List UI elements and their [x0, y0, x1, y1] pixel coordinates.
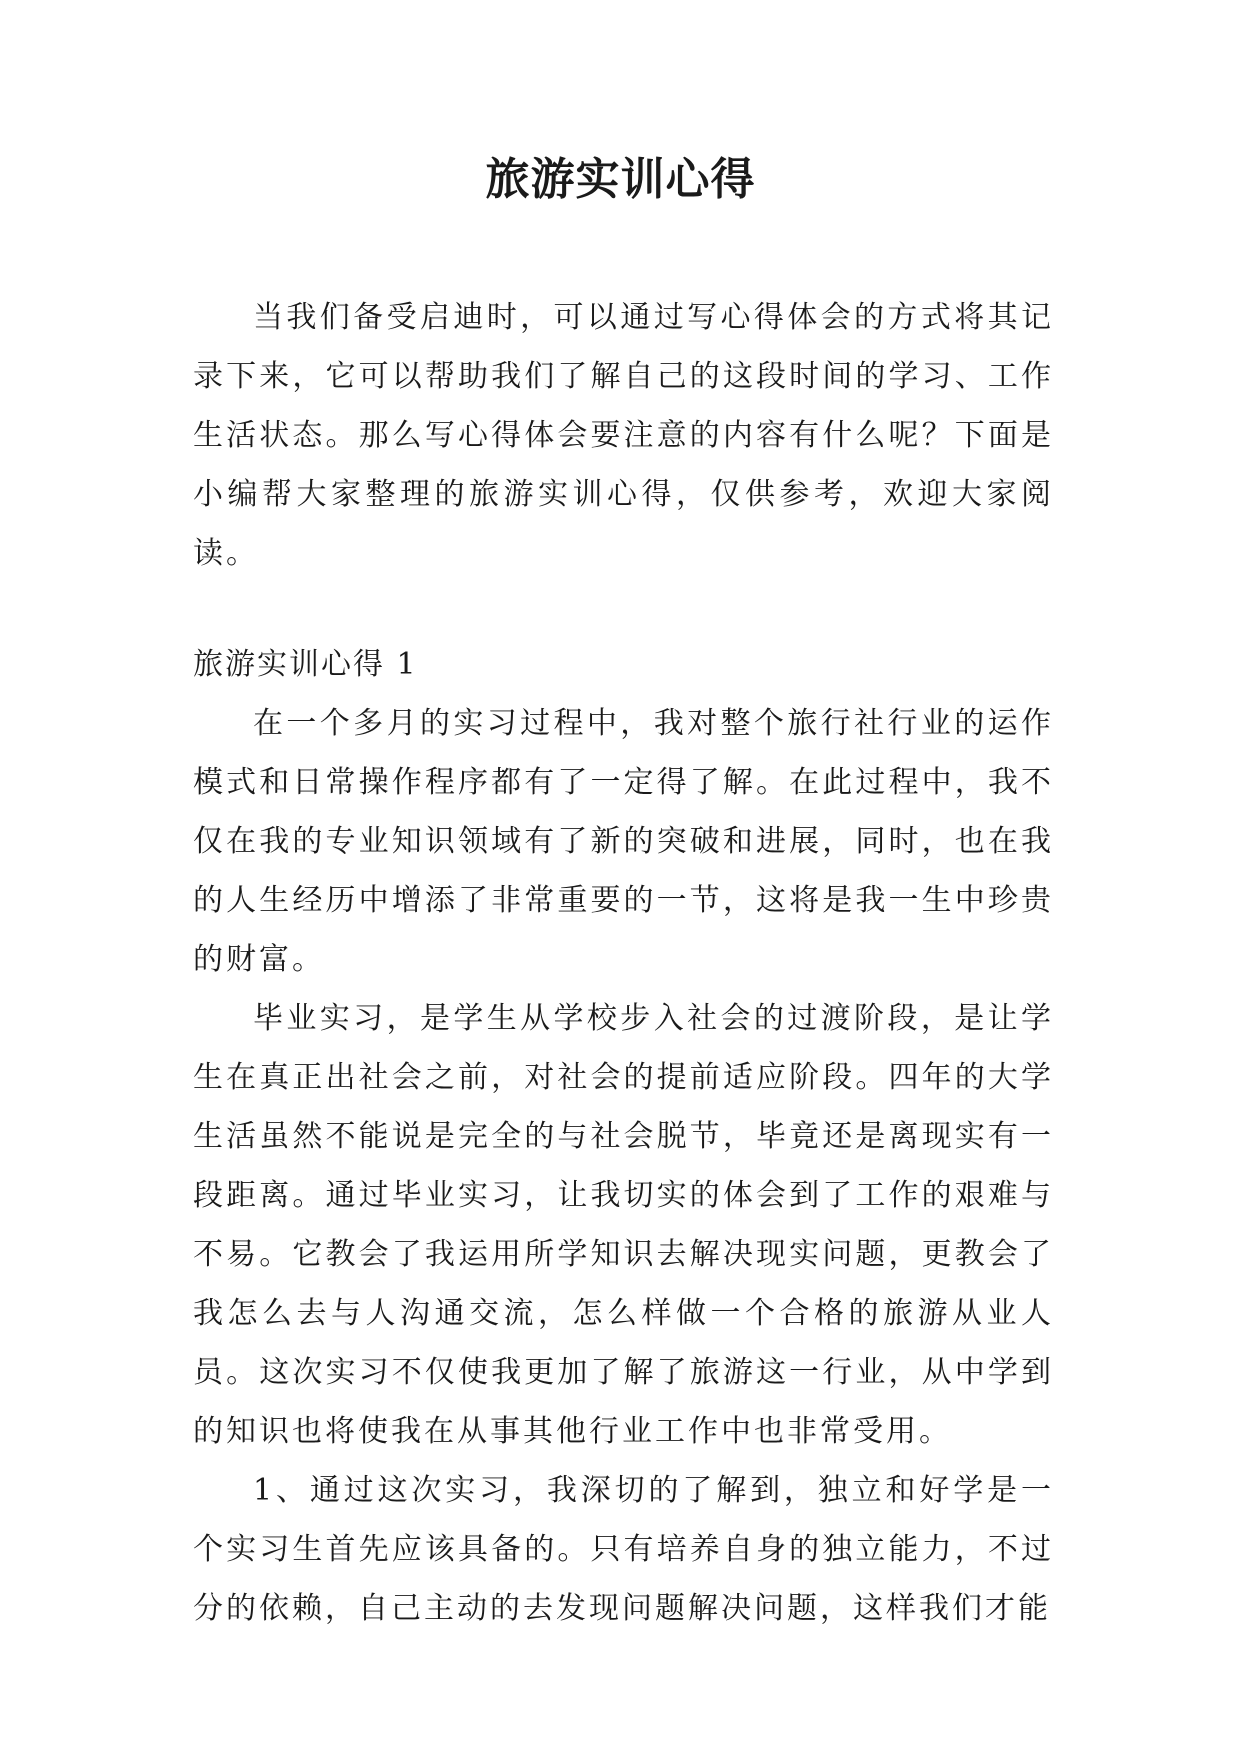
body-paragraph-3: 1、通过这次实习，我深切的了解到，独立和好学是一个实习生首先应该具备的。只有培养自身的独立能力，不过分的依赖，自己主动的去发现问题解决问题，这样我们才能 [193, 1473, 1054, 1626]
document-body [193, 288, 1054, 1638]
intro-paragraph: 当我们备受启迪时，可以通过写心得体会的方式将其记录下来，它可以帮助我们了解自己的这段时间的学习、工作生活状态。那么写心得体会要注意的内容有什么呢？下面是小编帮大家整理的旅游实训心得，仅供参考，欢迎大家阅读。 [193, 300, 1054, 571]
section-heading: 旅游实训心得 1 [193, 647, 418, 682]
body-paragraph-2: 毕业实习，是学生从学校步入社会的过渡阶段，是让学生在真正出社会之前，对社会的提前适应阶段。四年的大学生活虽然不能说是完全的与社会脱节，毕竟还是离现实有一段距离。通过毕业实习，让我切实的体会到了工作的艰难与不易。它教会了我运用所学知识去解决现实问题，更教会了我怎么去与人沟通交流，怎么样做一个合格的旅游从业人员。这次实习不仅使我更加了解了旅游这一行业，从中学到的知识也将使我在从事其他行业工作中也非常受用。 [193, 1001, 1054, 1449]
document-title: 旅游实训心得 [485, 154, 756, 205]
body-paragraph-1: 在一个多月的实习过程中，我对整个旅行社行业的运作模式和日常操作程序都有了一定得了解。在此过程中，我不仅在我的专业知识领域有了新的突破和进展，同时，也在我的人生经历中增添了非常重要的一节，这将是我一生中珍贵的财富。 [193, 706, 1054, 977]
